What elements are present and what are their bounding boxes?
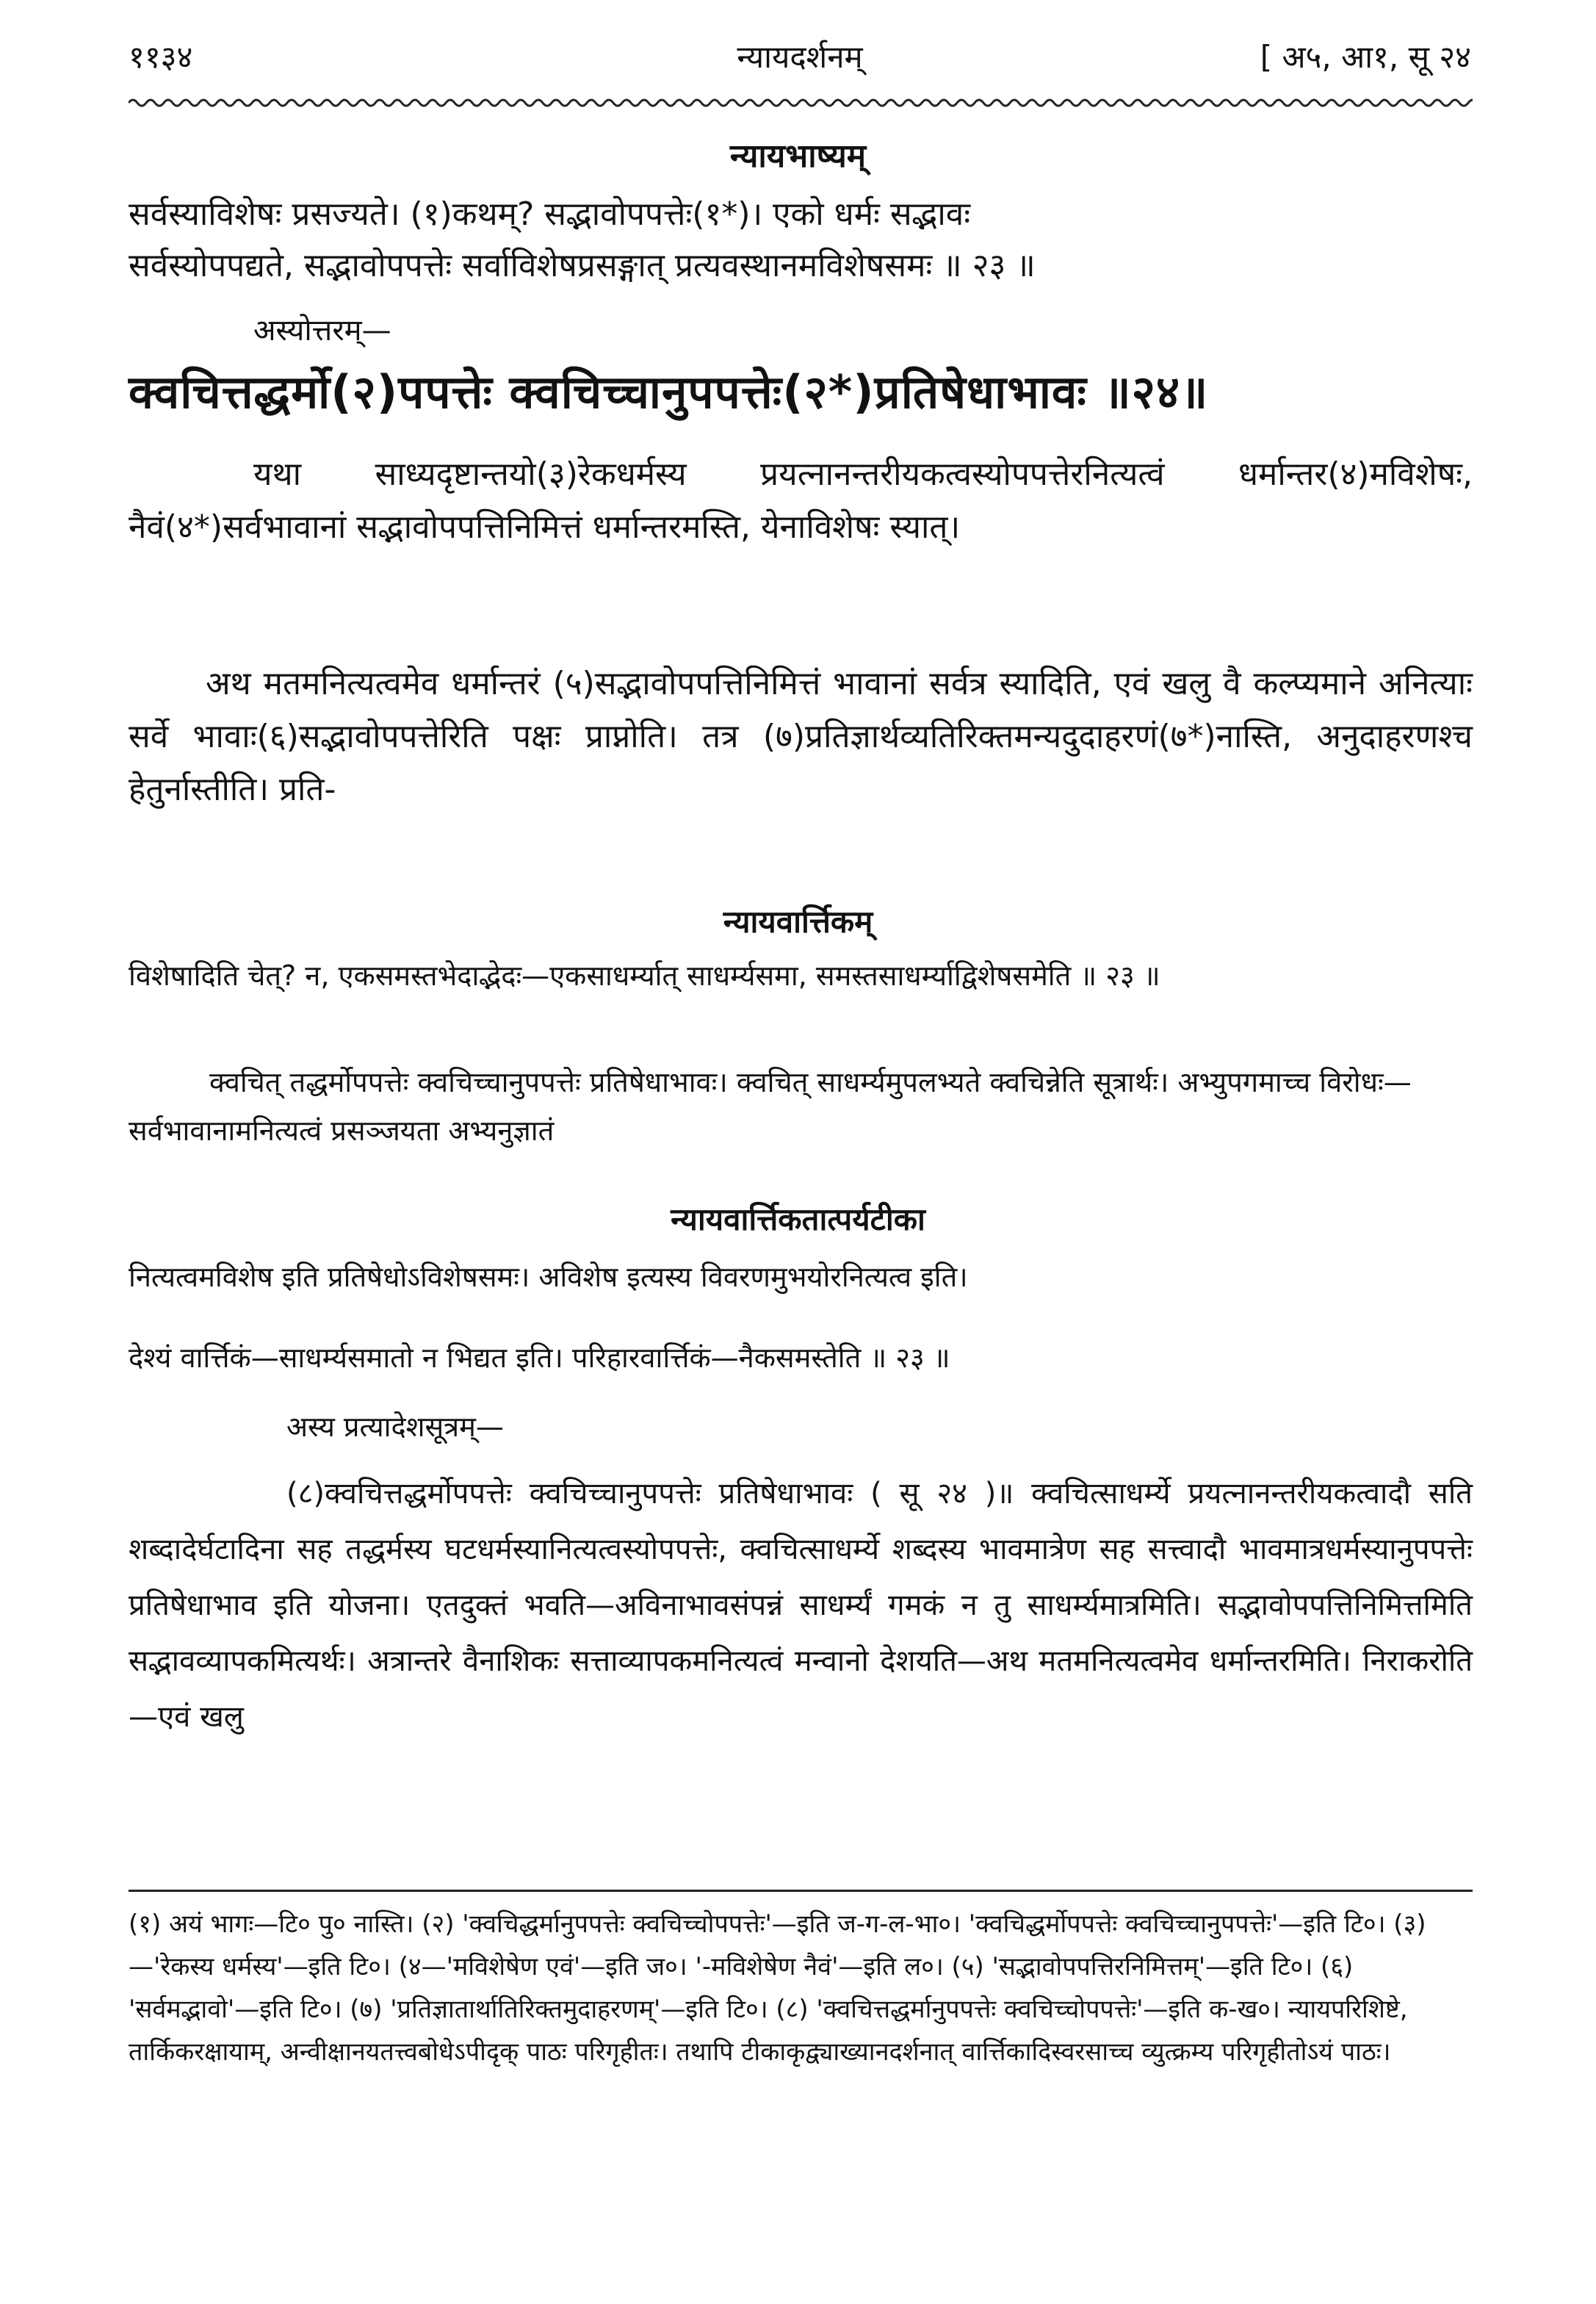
varttika-prev: विशेषादिति चेत्? न, एकसमस्तभेदाद्भेदः—एकसाधर्म्यात् साधर्म्यसमा, समस्तसाधर्म्याद्विशेषसमेति ॥ २३ ॥ <box>129 960 1160 992</box>
tika-para: (८)क्वचित्तद्धर्मोपपत्तेः क्वचिच्चानुपपत्तेः प्रतिषेधाभावः ( सू २४ )॥ क्वचित्साधर्म्ये प्रयत्नानन्तरीयकत्वादौ सति शब्दादेर्घटादिना सह तद्धर्मस्य घटधर्मस्यानित्यत्वस्योपपत्तेः, क्वचित्साधर्म्ये शब्दस्य भावमात्रेण सह सत्त्वादौ भावमात्रधर्मस्यानुपपत्तेः प्रतिषेधाभाव इति योजना। एतदुक्तं भवति—अविनाभावसंपन्नं साधर्म्यं गमकं न तु साधर्म्यमात्रमिति। सद्भावोपपत्तिनिमित्तमिति सद्भावव्यापकमित्यर्थः। अत्रान्तरे वैनाशिकः सत्ताव्यापकमनित्यत्वं मन्वानो देशयति—अथ मतमनित्यत्वमेव धर्मान्तरमिति। निराकरोति—एवं खलु <box>129 1477 1482 1734</box>
footnote-rule <box>129 1890 1473 1892</box>
bhashya-para-1: यथा साध्यदृष्टान्तयो(३)रेकधर्मस्य प्रयत्नानन्तरीयकत्वस्योपपत्तेरनित्यत्वं धर्मान्तर(४)मविशेषः, नैवं(४*)सर्वभावानां सद्भावोपपत्तिनिमित्तं धर्मान्तरमस्ति, येनाविशेषः स्यात्। <box>129 456 1483 546</box>
chapter-reference: [ अ५, आ१, सू २४ <box>1260 39 1471 75</box>
tika-heading: न्यायवार्त्तिकतात्पर्यटीका <box>671 1201 925 1237</box>
tika-intro: अस्य प्रत्यादेशसूत्रम्— <box>286 1411 504 1443</box>
bhashya-prev-line-2: सर्वस्योपपद्यते, सद्भावोपपत्तेः सर्वाविशेषप्रसङ्गात् प्रत्यवस्थानमविशेषसमः ॥ २३ ॥ <box>129 247 1036 284</box>
bhashya-para-2: अथ मतमनित्यत्वमेव धर्मान्तरं (५)सद्भावोपपत्तिनिमित्तं भावानां सर्वत्र स्यादिति, एवं खलु वै कल्प्यमाने अनित्याः सर्वे भावाः(६)सद्भावोपपत्तेरिति पक्षः प्राप्नोति। तत्र (७)प्रतिज्ञार्थव्यतिरिक्तमन्यदुदाहरणं(७*)नास्ति, अनुदाहरणश्च हेतुर्नास्तीति। प्रति- <box>129 665 1483 808</box>
header-wavy-rule <box>129 94 1473 112</box>
footnotes: (१) अयं भागः—टि० पु० नास्ति। (२) 'क्वचिद्धर्मानुपपत्तेः क्वचिच्चोपपत्तेः'—इति ज-ग-ल-भा०। 'क्वचिद्धर्मोपपत्तेः क्वचिच्चानुपपत्तेः'—इति टि०। (३)—'रेकस्य धर्मस्य'—इति टि०। (४—'मविशेषेण एवं'—इति ज०। '-मविशेषेण नैवं'—इति ल०। (५) 'सद्भावोपपत्तिरनिमित्तम्'—इति टि०। (६) 'सर्वमद्भावो'—इति टि०। (७) 'प्रतिज्ञातार्थातिरिक्तमुदाहरणम्'—इति टि०। (८) 'क्वचित्तद्धर्मानुपपत्तेः क्वचिच्चोपपत्तेः'—इति क-ख०। न्यायपरिशिष्टे, तार्किकरक्षायाम्, अन्वीक्षानयतत्त्वबोधेऽपीदृक् पाठः परिगृहीतः। तथापि टीकाकृद्व्याख्यानदर्शनात् वार्त्तिकादिस्वरसाच्च व्युत्क्रम्य परिगृहीतोऽयं पाठः। <box>129 1909 1426 2067</box>
sutra-24: क्वचित्तद्धर्मो(२)पपत्तेः क्वचिच्चानुपपत्तेः(२*)प्रतिषेधाभावः ॥२४॥ <box>129 365 1209 419</box>
varttika-heading: न्यायवार्त्तिकम् <box>723 904 873 940</box>
running-title: न्यायदर्शनम् <box>737 39 863 75</box>
tika-line-1: नित्यत्वमविशेष इति प्रतिषेधोऽविशेषसमः। अविशेष इत्यस्य विवरणमुभयोरनित्यत्व इति। <box>129 1261 968 1293</box>
varttika-para: क्वचित् तद्धर्मोपपत्तेः क्वचिच्चानुपपत्तेः प्रतिषेधाभावः। क्वचित् साधर्म्यमुपलभ्यते क्वचिन्नेति सूत्रार्थः। अभ्युपगमाच्च विरोधः—सर्वभावानामनित्यत्वं प्रसञ्जयता अभ्यनुज्ञातं <box>129 1066 1412 1147</box>
bhashya-prev-line-1: सर्वस्याविशेषः प्रसज्यते। (१)कथम्? सद्भावोपपत्तेः(१*)। एको धर्मः सद्भावः <box>129 195 971 233</box>
running-header <box>129 35 1471 87</box>
tika-line-2: देश्यं वार्त्तिकं—साधर्म्यसमातो न भिद्यत इति। परिहारवार्त्तिकं—नैकसमस्तेति ॥ २३ ॥ <box>129 1342 950 1374</box>
bhashya-intro: अस्योत्तरम्— <box>253 314 391 348</box>
bhashya-heading: न्यायभाष्यम् <box>729 137 867 175</box>
page-number: ११३४ <box>129 39 193 75</box>
